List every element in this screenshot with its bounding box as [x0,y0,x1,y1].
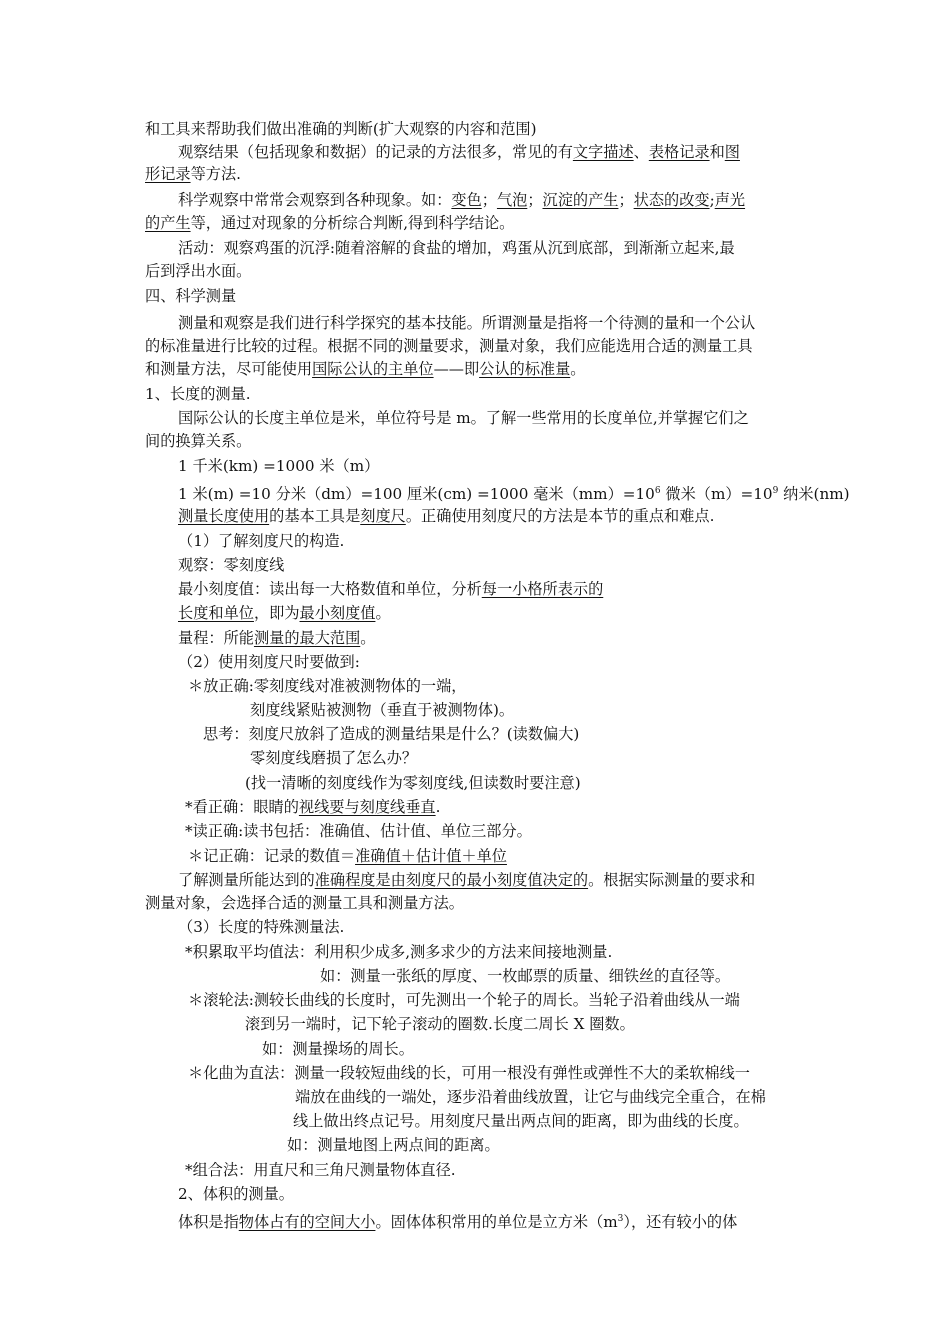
underlined-term: 表格记录 [648,143,710,161]
text-run: 测量和观察是我们进行科学探究的基本技能。所谓测量是指将一个待测的量和一个公认 [178,314,756,332]
text-line [145,430,251,452]
text-run: 。 [375,604,391,622]
text-run: 如：测量地图上两点间的距离。 [287,1136,500,1154]
text-line [145,118,537,140]
underlined-term: 刻度尺 [360,507,406,525]
text-run: 观察结果（包括现象和数据）的记录的方法很多，常见的有 [178,143,573,161]
text-run: ； [618,191,634,209]
text-run: 纳米(nm) [778,485,850,504]
text-run: *组合法：用直尺和三角尺测量物体直径. [185,1161,456,1179]
text-run: 1 米(m) =10 分米（dm）=100 厘米(cm) =1000 毫米（mm）=10 [178,485,655,504]
superscript: 9 [772,486,779,496]
text-line [178,141,740,163]
text-line [178,1183,294,1205]
text-run: ； [481,191,497,209]
text-run: 。正确使用刻度尺的方法是本节的重点和难点. [405,507,715,525]
text-run: 。根据实际测量的要求和 [588,871,756,889]
text-line [178,407,749,429]
text-run: 2、体积的测量。 [178,1185,294,1203]
text-run: 活动：观察鸡蛋的沉浮:随着溶解的食盐的增加，鸡蛋从沉到底部，到渐渐立起来,最 [178,239,735,257]
underlined-term: 测量长度使用 [178,507,270,525]
text-line [185,820,532,842]
text-run: ; [709,191,715,209]
text-run: ＊滚轮法:测较长曲线的长度时，可先测出一个轮子的周长。当轮子沿着曲线从一端 [188,991,740,1009]
underlined-term: 状态的改变 [633,191,710,209]
text-run: （1）了解刻度尺的构造. [178,532,345,550]
text-line [178,916,344,938]
text-line [145,383,251,405]
text-run: （2）使用刻度尺时要做到: [178,653,360,671]
text-run: ——即 [433,360,480,378]
underlined-term: 气泡 [496,191,528,209]
underlined-term: 每一小格所表示的 [481,580,604,598]
text-run: 科学观察中常常会观察到各种现象。如： [178,191,452,209]
text-line [178,189,745,211]
text-line [250,699,514,721]
text-line [320,965,730,987]
text-run: 和测量方法，尽可能使用 [145,360,313,378]
text-run: 等，通过对现象的分析综合判断,得到科学结论。 [190,214,515,232]
text-line [293,1110,749,1132]
text-run: ； [527,191,543,209]
text-line [245,1013,635,1035]
text-run: 微米（m）=10 [660,485,773,504]
text-line [145,260,251,282]
underlined-term: 形记录 [145,165,191,183]
text-run: 后到浮出水面。 [145,262,252,280]
text-run: 。 [570,360,586,378]
text-line [178,530,344,552]
text-run: 、 [633,143,649,161]
text-run: 了解测量所能达到的 [178,871,315,889]
text-run: *读正确:读书包括：准确值、估计值、单位三部分。 [185,822,532,840]
text-run: 如：测量一张纸的厚度、一枚邮票的质量、细铁丝的直径等。 [320,967,731,985]
underlined-term: 测量的最大范围 [253,629,361,647]
text-line [145,212,514,234]
text-run: 思考：刻度尺放斜了造成的测量结果是什么？(读数偏大) [203,725,580,743]
text-run: 如：测量操场的周长。 [262,1040,414,1058]
superscript: 6 [654,486,661,496]
underlined-term: 公认的标准量 [479,360,571,378]
text-line [178,455,379,477]
text-line [250,747,417,769]
text-line [188,675,467,697]
text-run: 。 [360,629,376,647]
underlined-term: 视线要与刻度线垂直 [298,798,436,816]
text-line [178,602,391,624]
superscript: 3 [617,1214,624,1224]
underlined-term: 文字描述 [572,143,634,161]
text-line [188,989,740,1011]
text-line [178,578,603,600]
text-line [178,627,375,649]
text-run: 观察：零刻度线 [178,556,285,574]
underlined-term: 图 [724,143,740,161]
text-run: 量程：所能 [178,629,254,647]
text-run: 线上做出终点记号。用刻度尺量出两点间的距离，即为曲线的长度。 [293,1112,749,1130]
text-run: 零刻度线磨损了怎么办？ [250,749,418,767]
text-run: 1 千米(km) =1000 米（m） [178,457,380,475]
text-line [145,285,236,307]
text-line [178,505,714,527]
text-line [178,869,755,891]
text-run: *看正确：眼睛的 [185,798,299,816]
text-run: 间的换算关系。 [145,432,252,450]
text-line [188,1062,750,1084]
text-run: 端放在曲线的一端处，逐步沿着曲线放置，让它与曲线完全重合，在棉 [295,1088,766,1106]
underlined-term: 国际公认的主单位 [312,360,434,378]
text-line [178,554,284,576]
text-line [178,1208,737,1233]
underlined-term: 物体占有的空间大小 [238,1213,376,1232]
text-run: (找一清晰的刻度线作为零刻度线,但读数时要注意) [245,774,581,792]
text-run: 和工具来帮助我们做出准确的判断(扩大观察的内容和范围) [145,120,537,138]
text-run: 国际公认的长度主单位是米，单位符号是 m。了解一些常用的长度单位,并掌握它们之 [178,409,749,427]
text-run: ，即为 [253,604,300,622]
text-line [188,845,507,867]
text-run: ＊化曲为直法：测量一段较短曲线的长，可用一根没有弹性或弹性不大的柔软棉线一 [188,1064,750,1082]
text-run: 的基本工具是 [269,507,361,525]
underlined-term: 最小刻度值 [299,604,376,622]
text-line [203,723,579,745]
text-line [185,796,440,818]
text-line [287,1134,500,1156]
text-run: 的标准量进行比较的过程。根据不同的测量要求，测量对象，我们应能选用合适的测量工具 [145,337,753,355]
text-run: 滚到另一端时，记下轮子滚动的圈数.长度二周长 X 圈数。 [245,1015,635,1033]
text-run: （3）长度的特殊测量法. [178,918,345,936]
text-run: 最小刻度值：读出每一大格数值和单位，分析 [178,580,482,598]
text-line [245,772,581,794]
text-line [145,358,585,380]
text-line [178,480,850,505]
text-run: 1、长度的测量. [145,385,251,403]
underlined-term: 变色 [451,191,482,209]
text-run: 体积是指 [178,1213,239,1232]
text-run: ），还有较小的体 [623,1213,738,1232]
underlined-term: 长度和单位 [178,604,254,622]
text-line [145,335,753,357]
text-line [178,237,735,259]
text-run: ＊记正确：记录的数值＝ [188,847,356,865]
text-run: . [435,798,441,816]
text-run: 刻度线紧贴被测物（垂直于被测物体)。 [250,701,515,719]
text-run: 和 [709,143,725,161]
underlined-term: 的产生 [145,214,191,232]
underlined-term: 沉淀的产生 [542,191,619,209]
text-run: ＊放正确:零刻度线对准被测物体的一端， [188,677,467,695]
text-line [178,312,755,334]
text-line [145,163,241,185]
text-run: 测量对象，会选择合适的测量工具和测量方法。 [145,894,464,912]
text-run: 等方法. [190,165,241,183]
text-line [295,1086,766,1108]
text-line [145,892,464,914]
text-run: *积累取平均值法：利用积少成多,测多求少的方法来间接地测量. [185,943,613,961]
underlined-term: 声光 [714,191,746,209]
text-run: 。固体体积常用的单位是立方米（m [375,1213,618,1232]
underlined-term: 准确值＋估计值＋单位 [355,847,507,865]
text-line [178,651,360,673]
text-line [262,1038,414,1060]
underlined-term: 准确程度是由刻度尺的最小刻度值决定的 [314,871,589,889]
text-line [185,941,612,963]
text-line [185,1159,456,1181]
text-run: 四、科学测量 [145,287,237,305]
